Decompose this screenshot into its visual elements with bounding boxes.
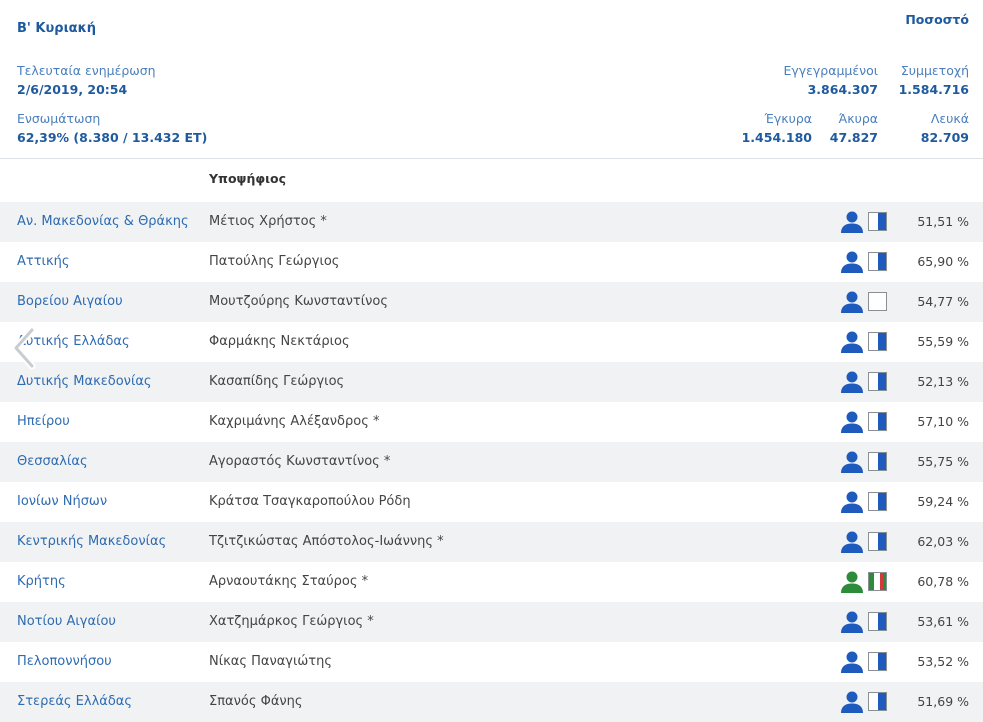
last-update-label: Τελευταία ενημέρωση: [17, 63, 156, 78]
region-link[interactable]: Πελοποννήσου: [17, 654, 112, 669]
percent-value: 51,69 %: [917, 694, 969, 709]
candidate-name: Χατζημάρκος Γεώργιος *: [209, 614, 374, 629]
table-row: [0, 442, 983, 482]
party-flag-icon: [868, 652, 887, 671]
candidate-name: Τζιτζικώστας Απόστολος-Ιωάννης *: [209, 534, 444, 549]
table-row: [0, 322, 983, 362]
region-link[interactable]: Δυτικής Ελλάδας: [17, 334, 130, 349]
person-icon: [840, 371, 864, 393]
person-icon: [840, 451, 864, 473]
table-row: [0, 642, 983, 682]
person-icon: [840, 211, 864, 233]
candidate-name: Μουτζούρης Κωνσταντίνος: [209, 294, 388, 309]
percent-value: 55,59 %: [917, 334, 969, 349]
blank-value: 82.709: [920, 130, 969, 145]
person-icon: [840, 651, 864, 673]
table-row: [0, 402, 983, 442]
person-icon: [840, 251, 864, 273]
party-flag-icon: [868, 492, 887, 511]
turnout-label: Συμμετοχή: [900, 63, 969, 78]
percent-value: 62,03 %: [917, 534, 969, 549]
region-link[interactable]: Αν. Μακεδονίας & Θράκης: [17, 214, 189, 229]
percent-value: 51,51 %: [917, 214, 969, 229]
party-flag-icon: [868, 412, 887, 431]
party-flag-icon: [868, 692, 887, 711]
candidate-name: Αγοραστός Κωνσταντίνος *: [209, 454, 391, 469]
chevron-left-icon[interactable]: [10, 326, 40, 370]
candidate-column-header: Υποψήφιος: [209, 171, 286, 186]
table-row: [0, 362, 983, 402]
region-link[interactable]: Ιονίων Νήσων: [17, 494, 108, 509]
candidate-name: Αρναουτάκης Σταύρος *: [209, 574, 369, 589]
table-row: [0, 562, 983, 602]
party-flag-icon: [868, 332, 887, 351]
region-link[interactable]: Ηπείρου: [17, 414, 70, 429]
last-update-value: 2/6/2019, 20:54: [17, 82, 128, 97]
percent-value: 60,78 %: [917, 574, 969, 589]
header-divider: [0, 158, 983, 159]
person-icon: [840, 611, 864, 633]
percent-value: 53,61 %: [917, 614, 969, 629]
party-flag-icon: [868, 372, 887, 391]
candidate-name: Κράτσα Τσαγκαροπούλου Ρόδη: [209, 494, 411, 509]
candidate-name: Κασαπίδης Γεώργιος: [209, 374, 345, 389]
region-link[interactable]: Δυτικής Μακεδονίας: [17, 374, 152, 389]
candidate-name: Σπανός Φάνης: [209, 694, 303, 709]
percent-value: 65,90 %: [917, 254, 969, 269]
round-title: Β' Κυριακή: [17, 21, 97, 36]
party-flag-icon: [868, 292, 887, 311]
region-link[interactable]: Κρήτης: [17, 574, 66, 589]
party-flag-icon: [868, 612, 887, 631]
percent-value: 59,24 %: [917, 494, 969, 509]
table-row: [0, 482, 983, 522]
region-link[interactable]: Θεσσαλίας: [17, 454, 88, 469]
region-link[interactable]: Κεντρικής Μακεδονίας: [17, 534, 167, 549]
blank-label: Λευκά: [930, 111, 969, 126]
person-icon: [840, 411, 864, 433]
turnout-value: 1.584.716: [898, 82, 969, 97]
region-link[interactable]: Αττικής: [17, 254, 70, 269]
percent-value: 53,52 %: [917, 654, 969, 669]
candidate-name: Πατούλης Γεώργιος: [209, 254, 340, 269]
party-flag-icon: [868, 212, 887, 231]
table-row: [0, 682, 983, 722]
region-link[interactable]: Στερεάς Ελλάδας: [17, 694, 133, 709]
party-flag-icon: [868, 572, 887, 591]
table-row: [0, 602, 983, 642]
valid-value: 1.454.180: [741, 130, 812, 145]
person-icon: [840, 691, 864, 713]
percent-column-header[interactable]: Ποσοστό: [905, 12, 969, 27]
region-link[interactable]: Νοτίου Αιγαίου: [17, 614, 116, 629]
candidate-name: Φαρμάκης Νεκτάριος: [209, 334, 350, 349]
region-link[interactable]: Βορείου Αιγαίου: [17, 294, 123, 309]
integration-label: Ενσωμάτωση: [17, 111, 101, 126]
percent-value: 54,77 %: [917, 294, 969, 309]
registered-label: Εγγεγραμμένοι: [783, 63, 878, 78]
candidate-name: Νίκας Παναγιώτης: [209, 654, 332, 669]
candidate-name: Μέτιος Χρήστος *: [209, 214, 327, 229]
integration-value: 62,39% (8.380 / 13.432 ΕΤ): [17, 130, 208, 145]
person-icon: [840, 531, 864, 553]
person-icon: [840, 491, 864, 513]
party-flag-icon: [868, 532, 887, 551]
candidate-name: Καχριμάνης Αλέξανδρος *: [209, 414, 380, 429]
person-icon: [840, 571, 864, 593]
table-row: [0, 202, 983, 242]
valid-label: Έγκυρα: [764, 111, 812, 126]
percent-value: 57,10 %: [917, 414, 969, 429]
percent-value: 55,75 %: [917, 454, 969, 469]
invalid-value: 47.827: [829, 130, 878, 145]
registered-value: 3.864.307: [807, 82, 878, 97]
invalid-label: Άκυρα: [838, 111, 878, 126]
party-flag-icon: [868, 452, 887, 471]
table-row: [0, 242, 983, 282]
party-flag-icon: [868, 252, 887, 271]
results-table: [0, 202, 983, 722]
person-icon: [840, 331, 864, 353]
table-row: [0, 522, 983, 562]
percent-value: 52,13 %: [917, 374, 969, 389]
person-icon: [840, 291, 864, 313]
table-row: [0, 282, 983, 322]
